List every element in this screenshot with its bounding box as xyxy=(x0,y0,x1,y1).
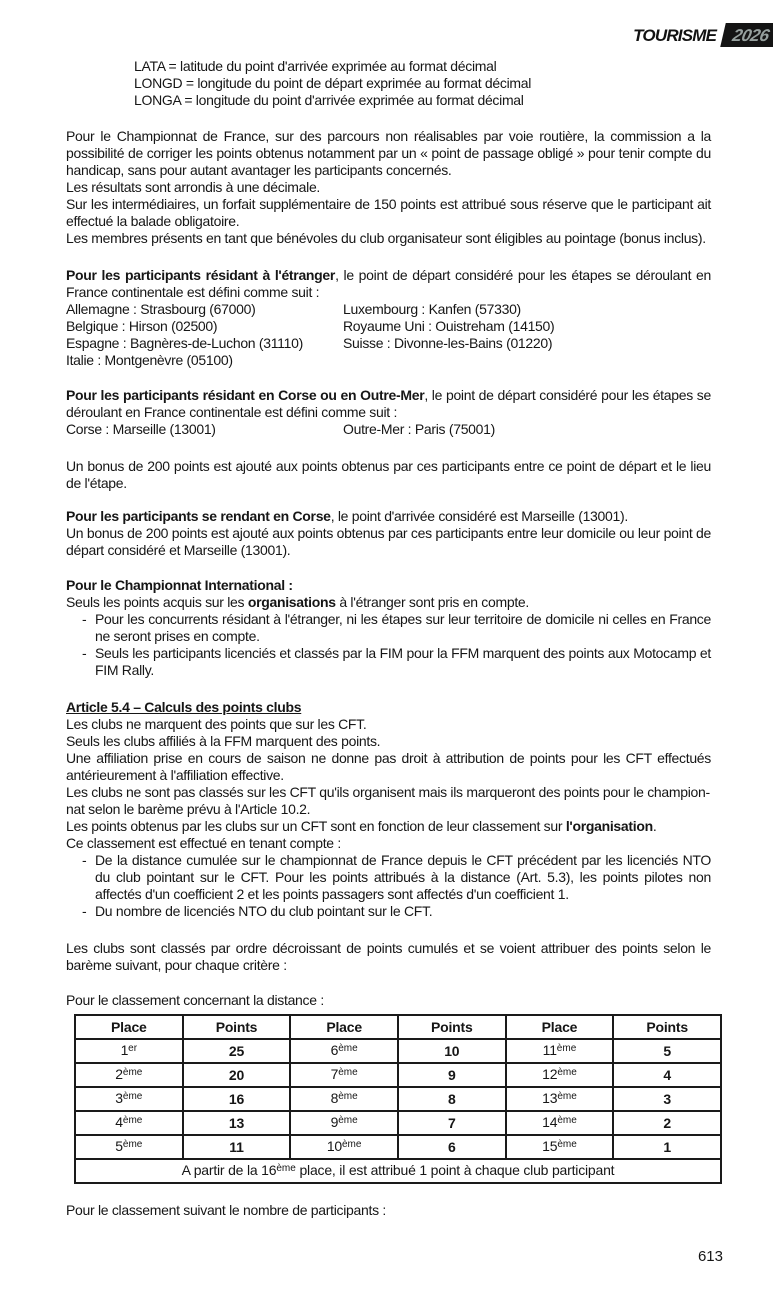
column-header: Points xyxy=(613,1015,721,1039)
logo-year-box xyxy=(720,23,773,47)
place-number: 3 xyxy=(115,1089,123,1106)
table-row xyxy=(75,1063,721,1087)
place-number: 11 xyxy=(542,1041,557,1058)
place-ordinal: ème xyxy=(122,1090,143,1102)
paragraph: Seuls les clubs affiliés à la FFM marquent des points. xyxy=(66,733,381,749)
definition-line: LONGA = longitude du point d'arrivée exprimée au format décimal xyxy=(134,92,524,108)
country-item: Allemagne : Strasbourg (67000) xyxy=(66,301,256,317)
distance-points-table xyxy=(74,1014,722,1184)
intro-section xyxy=(66,128,711,247)
place-cell xyxy=(506,1087,614,1111)
country-item xyxy=(343,352,711,369)
points-cell: 20 xyxy=(183,1063,291,1087)
bullet-dash: - xyxy=(82,903,87,919)
list-item xyxy=(82,903,711,920)
paragraph: nat selon le barème prévu à l'Article 10.2. xyxy=(66,801,311,817)
list-item xyxy=(82,645,711,679)
paragraph: Sur les intermédiaires, un forfait supplémentaire de 150 points est attribué sous réserve que le participant ait effectué la balade obligatoire. xyxy=(66,196,711,229)
country-item: Italie : Montgenèvre (05100) xyxy=(66,352,233,368)
place-cell xyxy=(290,1135,398,1159)
column-header: Points xyxy=(398,1015,506,1039)
document-body xyxy=(66,0,711,1219)
place-number: 10 xyxy=(326,1137,342,1154)
points-cell: 8 xyxy=(398,1087,506,1111)
points-cell: 5 xyxy=(613,1039,721,1063)
paragraph: Pour le Championnat de France, sur des parcours non réalisables par voie routière, la commission a la possibilité de corriger les points obtenus notamment par un « point de passage obligé » pour tenir compte du handicap, sans pour autant avantager les participants concernés. xyxy=(66,128,711,178)
text-run-bold: l'organisation xyxy=(565,818,653,834)
place-ordinal: ème xyxy=(122,1114,143,1126)
place-cell xyxy=(506,1063,614,1087)
place-ordinal: ème xyxy=(557,1090,577,1102)
text-run: Les points obtenus par les clubs sur un CFT sont en fonction de leur classement sur xyxy=(66,818,566,834)
points-cell: 25 xyxy=(183,1039,291,1063)
place-cell xyxy=(75,1111,183,1135)
table-row xyxy=(75,1039,721,1063)
place-number: 6 xyxy=(330,1041,339,1058)
points-cell: 16 xyxy=(183,1087,291,1111)
place-ordinal: er xyxy=(128,1042,138,1054)
points-cell: 6 xyxy=(398,1135,506,1159)
table-row xyxy=(75,1111,721,1135)
place-number: 7 xyxy=(330,1065,339,1082)
points-cell: 3 xyxy=(613,1087,721,1111)
paragraph: Les membres présents en tant que bénévoles du club organisateur sont éligibles au pointage (bonus inclus). xyxy=(66,230,706,246)
place-cell xyxy=(75,1063,183,1087)
place-ordinal: ème xyxy=(122,1066,143,1078)
place-number: 5 xyxy=(115,1137,123,1154)
points-cell: 10 xyxy=(398,1039,506,1063)
lead-bold: Pour les participants résidant en Corse ou en Outre-Mer xyxy=(66,387,425,403)
place-ordinal: ème xyxy=(557,1066,577,1078)
text-run: Seuls les points acquis sur les xyxy=(66,594,248,610)
place-cell xyxy=(290,1111,398,1135)
country-item: Luxembourg : Kanfen (57330) xyxy=(343,301,521,317)
text-run: place, il est attribué 1 point à chaque club participant xyxy=(295,1161,615,1178)
column-header: Points xyxy=(183,1015,291,1039)
place-ordinal: ème xyxy=(557,1138,577,1150)
text-run: à l'étranger sont pris en compte. xyxy=(335,594,529,610)
points-cell: 2 xyxy=(613,1111,721,1135)
points-cell: 11 xyxy=(183,1135,291,1159)
departure-item: Outre-Mer : Paris (75001) xyxy=(343,421,495,437)
bullet-text: Du nombre de licenciés NTO du club pointant sur le CFT. xyxy=(95,903,433,919)
definition-line: LATA = latitude du point d'arrivée exprimée au format décimal xyxy=(134,58,497,74)
paragraph: Un bonus de 200 points est ajouté aux points obtenus par ces participants entre ce point de départ et le lieu de l'étape. xyxy=(66,458,711,491)
section-heading: Pour le Championnat International : xyxy=(66,577,293,593)
definition-line: LONGD = longitude du point de départ exprimée au format décimal xyxy=(134,75,532,91)
place-ordinal: ème xyxy=(557,1114,577,1126)
country-item: Suisse : Divonne-les-Bains (01220) xyxy=(343,335,553,351)
bullet-dash: - xyxy=(82,611,87,627)
place-cell xyxy=(506,1111,614,1135)
distance-ranking-heading: Pour le classement concernant la distance : xyxy=(66,992,324,1008)
abroad-section xyxy=(66,267,711,369)
points-cell: 7 xyxy=(398,1111,506,1135)
place-number: 9 xyxy=(330,1113,339,1130)
bullet-text: De la distance cumulée sur le championnat de France depuis le CFT précédent par les licenciés NTO du club pointant sur le CFT. Pour les points attribués à la distance (Art. 5.3), les points pilotes non affectés d'un coefficient 2 et les points passagers sont affectés d'un coefficient 1. xyxy=(95,852,711,902)
definitions-block xyxy=(134,58,711,109)
place-number: 4 xyxy=(115,1113,123,1130)
place-number: 13 xyxy=(542,1089,558,1106)
place-cell xyxy=(75,1087,183,1111)
place-ordinal: ème xyxy=(338,1090,358,1102)
paragraph xyxy=(66,267,711,301)
lead-bold: Pour les participants résidant à l'étranger xyxy=(66,267,336,283)
paragraph xyxy=(66,387,711,421)
place-cell xyxy=(290,1039,398,1063)
table-row xyxy=(75,1087,721,1111)
place-number: 14 xyxy=(542,1113,558,1130)
paragraph: Les clubs ne marquent des points que sur les CFT. xyxy=(66,716,367,732)
page-number: 613 xyxy=(697,1248,723,1265)
table-footer-note xyxy=(75,1159,721,1183)
column-header: Place xyxy=(290,1015,398,1039)
article-5-4-section xyxy=(66,699,711,974)
country-list xyxy=(66,301,711,369)
corse-outremer-section xyxy=(66,387,711,492)
text-run: . xyxy=(652,818,657,834)
paragraph: Une affiliation prise en cours de saison ne donne pas droit à attribution de points pour les CFT effectués antérieurement à l'affiliation effective. xyxy=(66,750,711,783)
bullet-text: Seuls les participants licenciés et classés par la FIM pour la FFM marquent des points aux Motocamp et FIM Rally. xyxy=(95,645,711,678)
table-footer-row xyxy=(75,1159,721,1183)
bullet-text: Pour les concurrents résidant à l'étranger, ni les étapes sur leur territoire de domicile ni celles en France ne seront prises en compte. xyxy=(95,611,711,644)
table-row xyxy=(75,1135,721,1159)
lead-rest: , le point de départ considéré pour les étapes se déroulant en France continentale est défini comme suit : xyxy=(66,387,711,420)
points-cell: 9 xyxy=(398,1063,506,1087)
corse-outremer-list xyxy=(66,421,711,438)
section-heading: Article 5.4 – Calculs des points clubs xyxy=(66,699,302,715)
table-header-row xyxy=(75,1015,721,1039)
place-ordinal: ème xyxy=(338,1066,358,1078)
points-cell: 1 xyxy=(613,1135,721,1159)
paragraph xyxy=(66,594,711,611)
lead-bold: Pour les participants se rendant en Corse xyxy=(66,508,331,524)
paragraph: Les résultats sont arrondis à une décimale. xyxy=(66,179,321,195)
place-cell xyxy=(290,1063,398,1087)
logo-year-text: 2026 xyxy=(730,25,772,45)
place-number: 1 xyxy=(120,1041,129,1058)
international-section xyxy=(66,577,711,679)
points-cell: 4 xyxy=(613,1063,721,1087)
place-cell xyxy=(506,1135,614,1159)
points-cell: 13 xyxy=(183,1111,291,1135)
list-item xyxy=(82,611,711,645)
departure-item: Corse : Marseille (13001) xyxy=(66,421,216,437)
place-number: 12 xyxy=(542,1065,558,1082)
place-ordinal: ème xyxy=(556,1042,577,1054)
place-ordinal: ème xyxy=(276,1162,296,1174)
place-ordinal: ème xyxy=(122,1138,143,1150)
paragraph: Les clubs sont classés par ordre décroissant de points cumulés et se voient attribuer des points selon le barème suivant, pour chaque critère : xyxy=(66,940,711,973)
participants-ranking-heading: Pour le classement suivant le nombre de participants : xyxy=(66,1202,386,1218)
paragraph: Un bonus de 200 points est ajouté aux points obtenus par ces participants entre leur domicile ou leur point de départ considéré et Marseille (13001). xyxy=(66,525,711,558)
country-item: Royaume Uni : Ouistreham (14150) xyxy=(343,318,555,334)
country-item: Belgique : Hirson (02500) xyxy=(66,318,218,334)
place-number: 15 xyxy=(542,1137,558,1154)
column-header: Place xyxy=(506,1015,614,1039)
text-run: A partir de la 16 xyxy=(181,1161,277,1178)
logo-tourisme-text: TOURISME xyxy=(633,25,717,45)
place-number: 2 xyxy=(115,1065,123,1082)
column-header: Place xyxy=(75,1015,183,1039)
country-item: Espagne : Bagnères-de-Luchon (31110) xyxy=(66,335,303,351)
paragraph: Les clubs ne sont pas classés sur les CFT qu'ils organisent mais ils marqueront des points pour le champion- xyxy=(66,784,710,800)
lead-rest: , le point d'arrivée considéré est Marseille (13001). xyxy=(330,508,628,524)
paragraph xyxy=(66,508,711,525)
paragraph xyxy=(66,818,711,835)
place-cell xyxy=(75,1135,183,1159)
corse-travel-section xyxy=(66,508,711,559)
place-cell xyxy=(290,1087,398,1111)
paragraph: Ce classement est effectué en tenant compte : xyxy=(66,835,341,851)
text-run-bold: organisations xyxy=(247,594,336,610)
place-number: 8 xyxy=(330,1089,339,1106)
bullet-dash: - xyxy=(82,645,87,661)
place-ordinal: ème xyxy=(338,1042,358,1054)
place-ordinal: ème xyxy=(338,1114,358,1126)
place-cell xyxy=(506,1039,614,1063)
bullet-dash: - xyxy=(82,852,87,868)
lead-rest: , le point de départ considéré pour les étapes se déroulant en France continentale est défini comme suit : xyxy=(66,267,711,300)
place-cell xyxy=(75,1039,183,1063)
place-ordinal: ème xyxy=(342,1138,362,1150)
list-item xyxy=(82,852,711,903)
